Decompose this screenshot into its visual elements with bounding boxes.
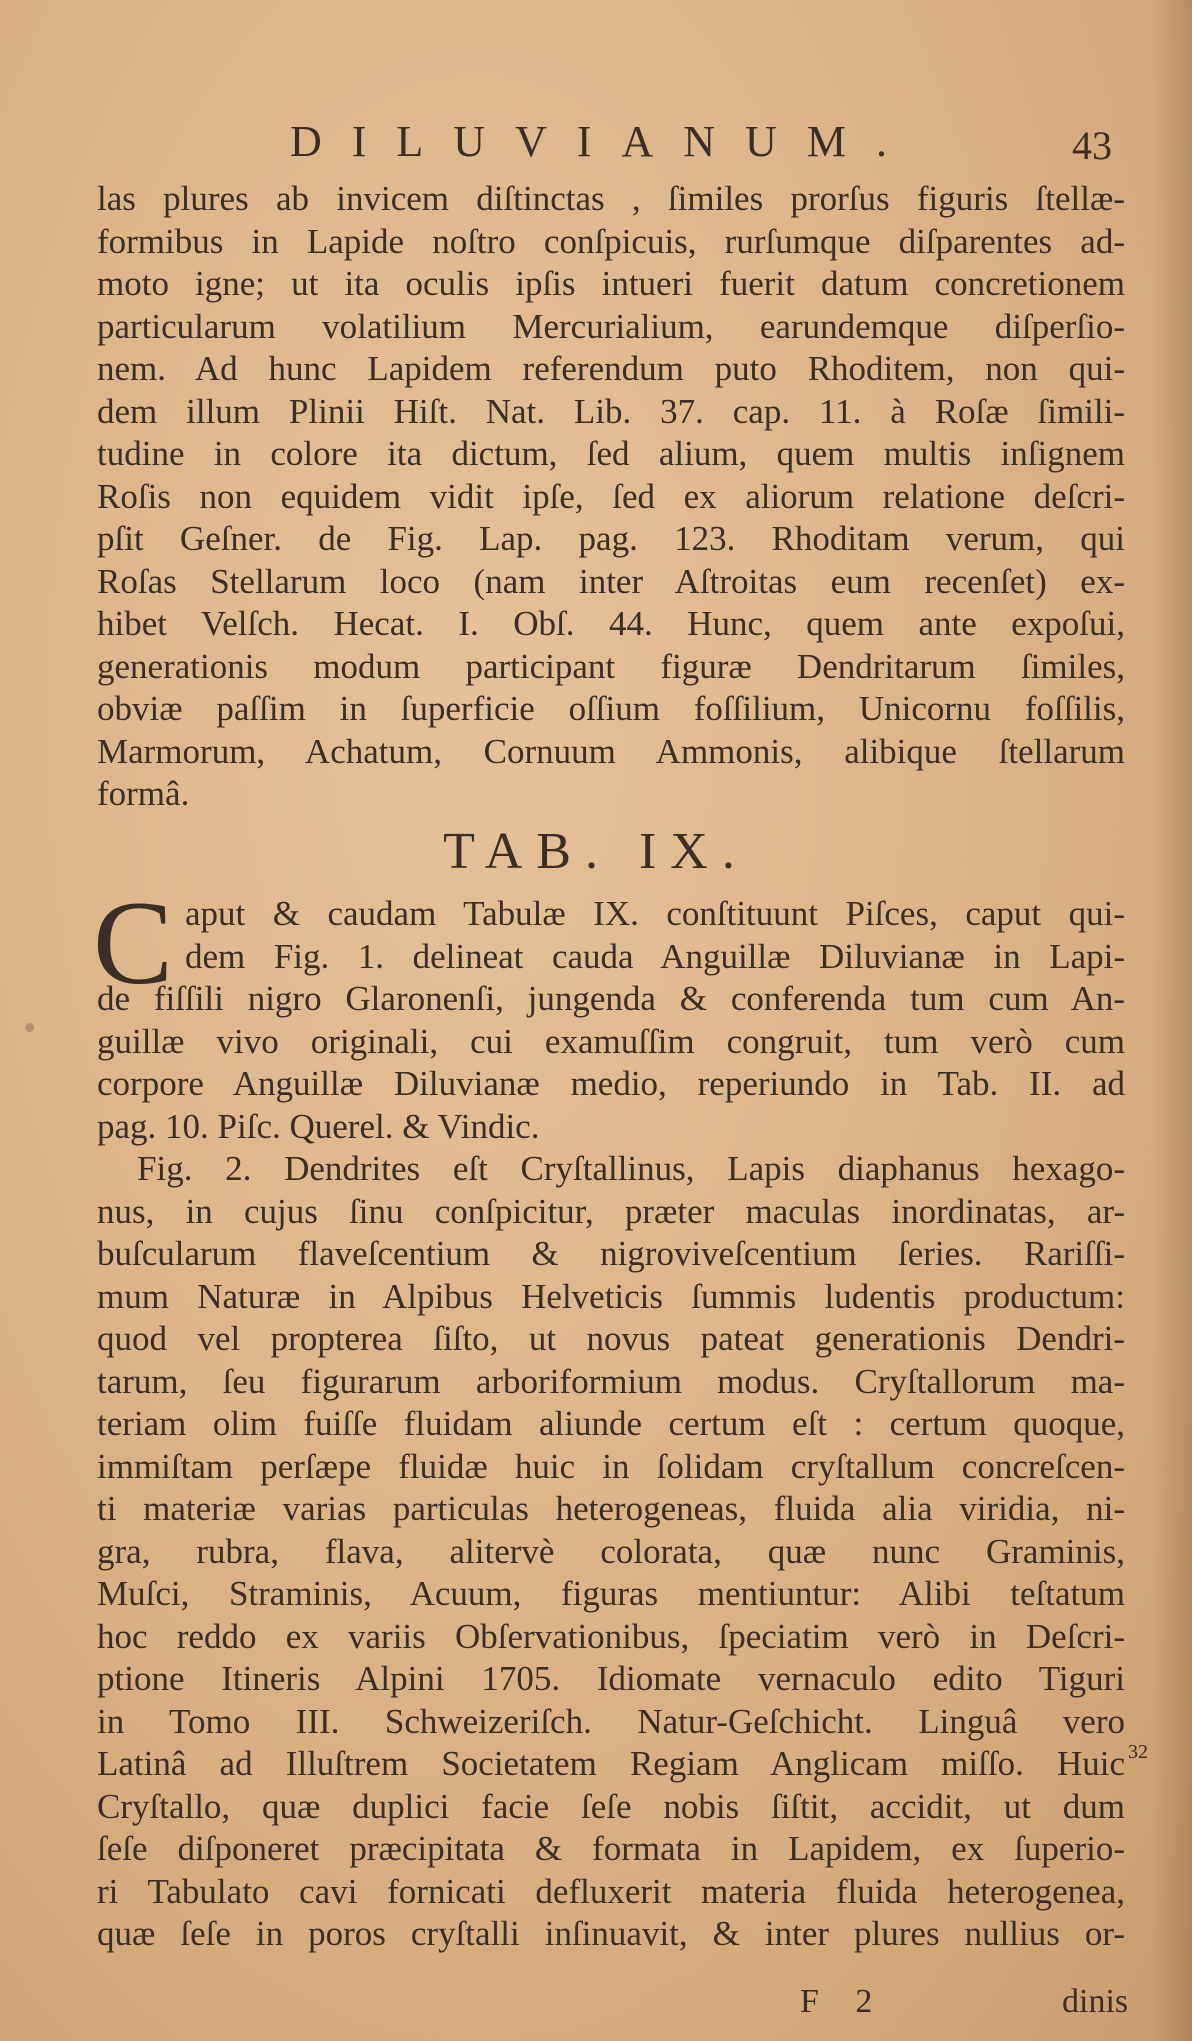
text-line: gra, rubra, flava, alitervè colorata, quæ nunc Graminis, — [97, 1531, 1125, 1571]
text-line: Roſas Stellarum loco (nam inter Aſtroitas eum recenſet) ex- — [97, 561, 1125, 601]
text-line: formibus in Lapide noſtro conſpicuis, rurſumque diſparentes ad- — [97, 221, 1125, 261]
text-line: Cryſtallo, quæ duplici facie ſeſe nobis ſiſtit, accidit, ut dum — [97, 1786, 1125, 1826]
text-line: ptione Itineris Alpini 1705. Idiomate vernaculo edito Tiguri — [97, 1659, 1125, 1698]
text-line: dem illum Plinii Hiſt. Nat. Lib. 37. cap. 11. à Roſæ ſimili- — [97, 391, 1125, 431]
text-line: hibet Velſch. Hecat. I. Obſ. 44. Hunc, quem ante expoſui, — [97, 604, 1125, 643]
running-title: DILUVIANUM. — [290, 117, 917, 166]
text-line: Muſci, Straminis, Acuum, figuras mentiuntur: Alibi teſtatum — [97, 1574, 1125, 1613]
text-line: moto igne; ut ita oculis ipſis intueri fuerit datum concretionem — [97, 264, 1125, 303]
text-line: obviæ paſſim in ſuperficie oſſium foſſilium, Unicornu foſſilis, — [97, 689, 1125, 728]
text-line: teriam olim fuiſſe fluidam aliunde certum eſt : certum quoque, — [97, 1404, 1125, 1443]
text-line: particularum volatilium Mercurialium, earundemque diſperſio- — [97, 306, 1125, 346]
text-line: dem Fig. 1. delineat cauda Anguillæ Diluvianæ in Lapi- — [185, 936, 1125, 976]
text-line: ti materiæ varias particulas heterogeneas, fluida alia viridia, ni- — [97, 1489, 1125, 1528]
text-line: corpore Anguillæ Diluvianæ medio, reperiundo in Tab. II. ad — [97, 1064, 1125, 1103]
text-line: generationis modum participant figuræ Dendritarum ſimiles, — [97, 646, 1125, 686]
page-footer — [0, 1980, 1192, 2024]
ink-spot — [25, 1023, 34, 1032]
text-line: hoc reddo ex variis Obſervationibus, ſpeciatim verò in Deſcri- — [97, 1616, 1125, 1656]
text-line: ri Tabulato cavi fornicati defluxerit materia fluida heterogenea, — [97, 1871, 1125, 1911]
running-head — [0, 112, 1192, 172]
section-heading: TAB. IX. — [443, 823, 749, 880]
text-line: las plures ab invicem diſtinctas , ſimiles prorſus figuris ſtellæ- — [97, 179, 1125, 218]
catchword: dinis — [1062, 1983, 1129, 2020]
text-line: tudine in colore ita dictum, ſed alium, quem multis inſignem — [97, 434, 1125, 473]
text-line: Marmorum, Achatum, Cornuum Ammonis, alibique ſtellarum — [97, 731, 1125, 771]
text-line: nus, in cujus ſinu conſpicitur, præter maculas inordinatas, ar- — [97, 1191, 1125, 1231]
page-edge-shadow — [1152, 0, 1192, 2041]
text-line: Fig. 2. Dendrites eſt Cryſtallinus, Lapis diaphanus hexago- — [137, 1149, 1125, 1188]
margin-note: 32 — [1128, 1741, 1148, 1763]
text-line: aput & caudam Tabulæ IX. conſtituunt Piſces, caput qui- — [185, 894, 1125, 933]
text-line: quæ ſeſe in poros cryſtalli inſinuavit, & inter plures nullius or- — [97, 1914, 1125, 1953]
paragraph-1 — [97, 178, 1125, 816]
text-line: Roſis non equidem vidit ipſe, ſed ex aliorum relatione deſcri- — [97, 476, 1125, 516]
paragraph-2 — [97, 893, 1125, 1956]
text-line: immiſtam perſæpe fluidæ huic in ſolidam cryſtallum concreſcen- — [97, 1446, 1125, 1486]
text-line: guillæ vivo originali, cui examuſſim congruit, tum verò cum — [97, 1021, 1125, 1061]
text-line: buſcularum flaveſcentium & nigroviveſcentium ſeries. Rariſſi- — [97, 1234, 1125, 1273]
text-line: de fiſſili nigro Glaronenſi, jungenda & conferenda tum cum An- — [97, 979, 1125, 1018]
text-line: formâ. — [97, 774, 190, 813]
text-line: mum Naturæ in Alpibus Helveticis ſummis ludentis productum: — [97, 1276, 1125, 1316]
text-line: pſit Geſner. de Fig. Lap. pag. 123. Rhoditam verum, qui — [97, 519, 1125, 558]
text-line: pag. 10. Piſc. Querel. & Vindic. — [97, 1106, 540, 1146]
drop-capital: C — [93, 876, 174, 1009]
text-line: Latinâ ad Illuſtrem Societatem Regiam Anglicam miſſo. Huic — [97, 1744, 1125, 1783]
text-line: tarum, ſeu figurarum arboriformium modus. Cryſtallorum ma- — [97, 1361, 1125, 1401]
page-number: 43 — [1072, 123, 1112, 168]
text-line: nem. Ad hunc Lapidem referendum puto Rhoditem, non qui- — [97, 349, 1125, 388]
text-line: quod vel propterea ſiſto, ut novus pateat generationis Dendri- — [97, 1319, 1125, 1358]
signature-mark: F 2 — [800, 1983, 887, 2020]
text-line: ſeſe diſponeret præcipitata & formata in Lapidem, ex ſuperio- — [97, 1829, 1125, 1868]
text-line: in Tomo III. Schweizeriſch. Natur-Geſchicht. Linguâ vero — [97, 1701, 1125, 1741]
